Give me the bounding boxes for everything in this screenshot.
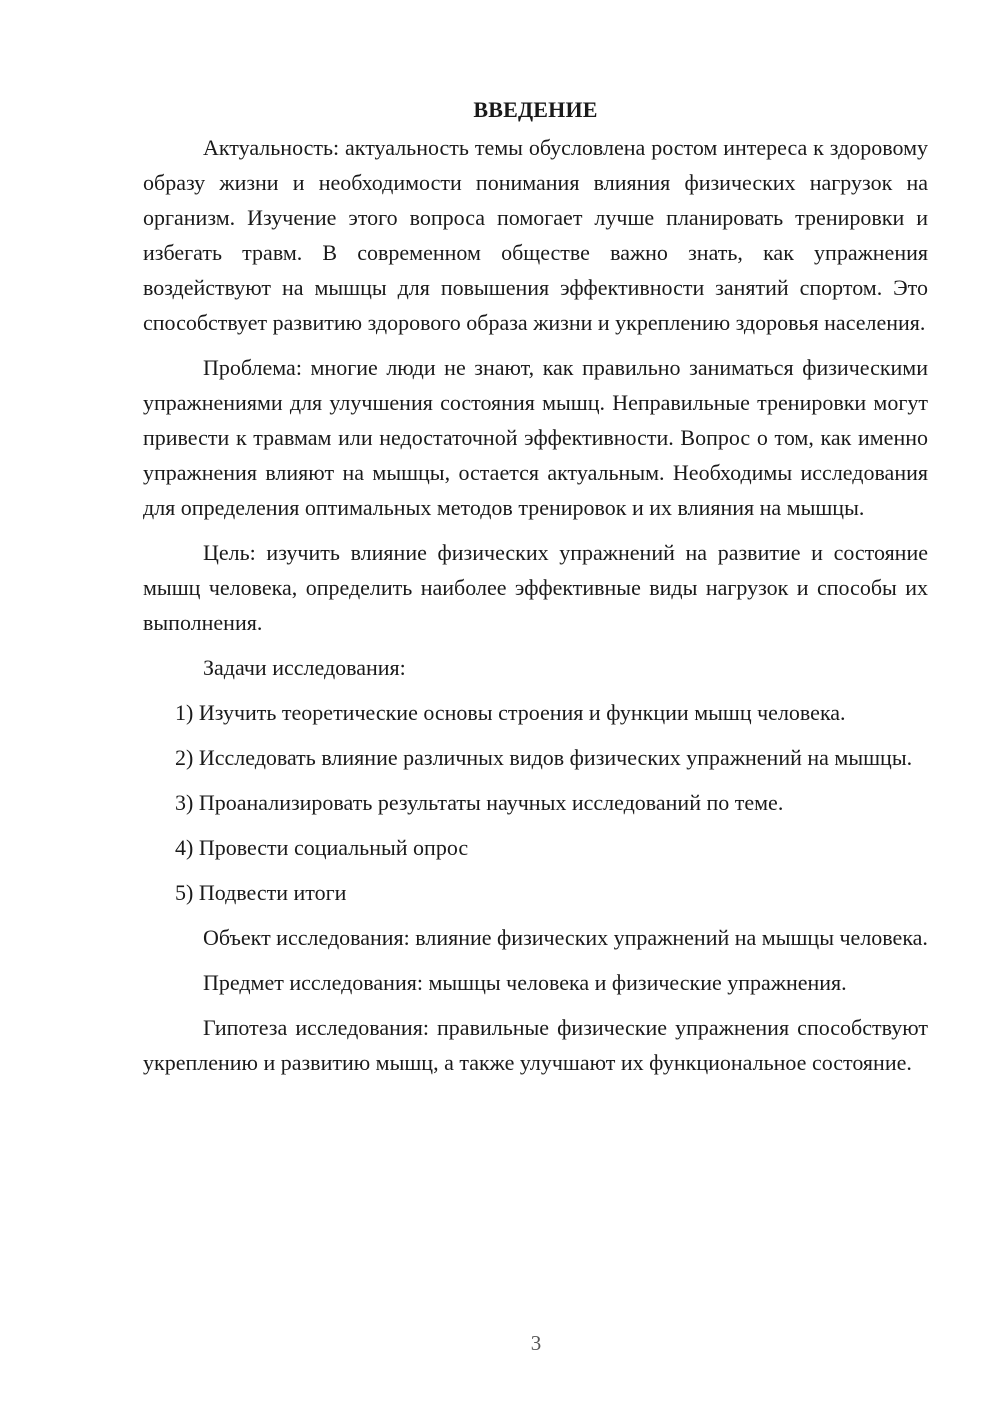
paragraph-problem: Проблема: многие люди не знают, как правильно заниматься физическими упражнениями для улучшения состояния мышц. Неправильные тренировки могут привести к травмам или недостаточной эффективности. Вопрос о том, как именно упражнения влияют на мышцы, остается актуальным. Необходимы исследования для определения оптимальных методов тренировок и их влияния на мышцы.	[143, 355, 928, 520]
document-page	[143, 92, 928, 1090]
paragraph-hypothesis: Гипотеза исследования: правильные физические упражнения способствуют укреплению и развитию мышц, а также улучшают их функциональное состояние.	[143, 1015, 928, 1075]
list-item: 2) Исследовать влияние различных видов физических упражнений на мышцы.	[175, 745, 913, 770]
paragraph-object: Объект исследования: влияние физических упражнений на мышцы человека.	[203, 925, 928, 950]
page-title: ВВЕДЕНИЕ	[473, 97, 598, 122]
tasks-list	[143, 695, 928, 910]
paragraph-subject: Предмет исследования: мышцы человека и физические упражнения.	[203, 970, 847, 995]
paragraph-goal: Цель: изучить влияние физических упражнений на развитие и состояние мышц человека, определить наиболее эффективные виды нагрузок и способы их выполнения.	[143, 540, 928, 635]
tasks-heading: Задачи исследования:	[203, 655, 406, 680]
list-item: 4) Провести социальный опрос	[175, 835, 469, 860]
paragraph-relevance: Актуальность: актуальность темы обусловлена ростом интереса к здоровому образу жизни и необходимости понимания влияния физических нагрузок на организм. Изучение этого вопроса помогает лучше планировать тренировки и избегать травм. В современном обществе важно знать, как упражнения воздействуют на мышцы для повышения эффективности занятий спортом. Это способствует развитию здорового образа жизни и укреплению здоровья населения.	[143, 135, 928, 335]
list-item: 5) Подвести итоги	[175, 880, 347, 905]
page-number: 3	[530, 1331, 542, 1355]
list-item: 3) Проанализировать результаты научных исследований по теме.	[175, 790, 784, 815]
list-item: 1) Изучить теоретические основы строения и функции мышц человека.	[175, 700, 846, 725]
